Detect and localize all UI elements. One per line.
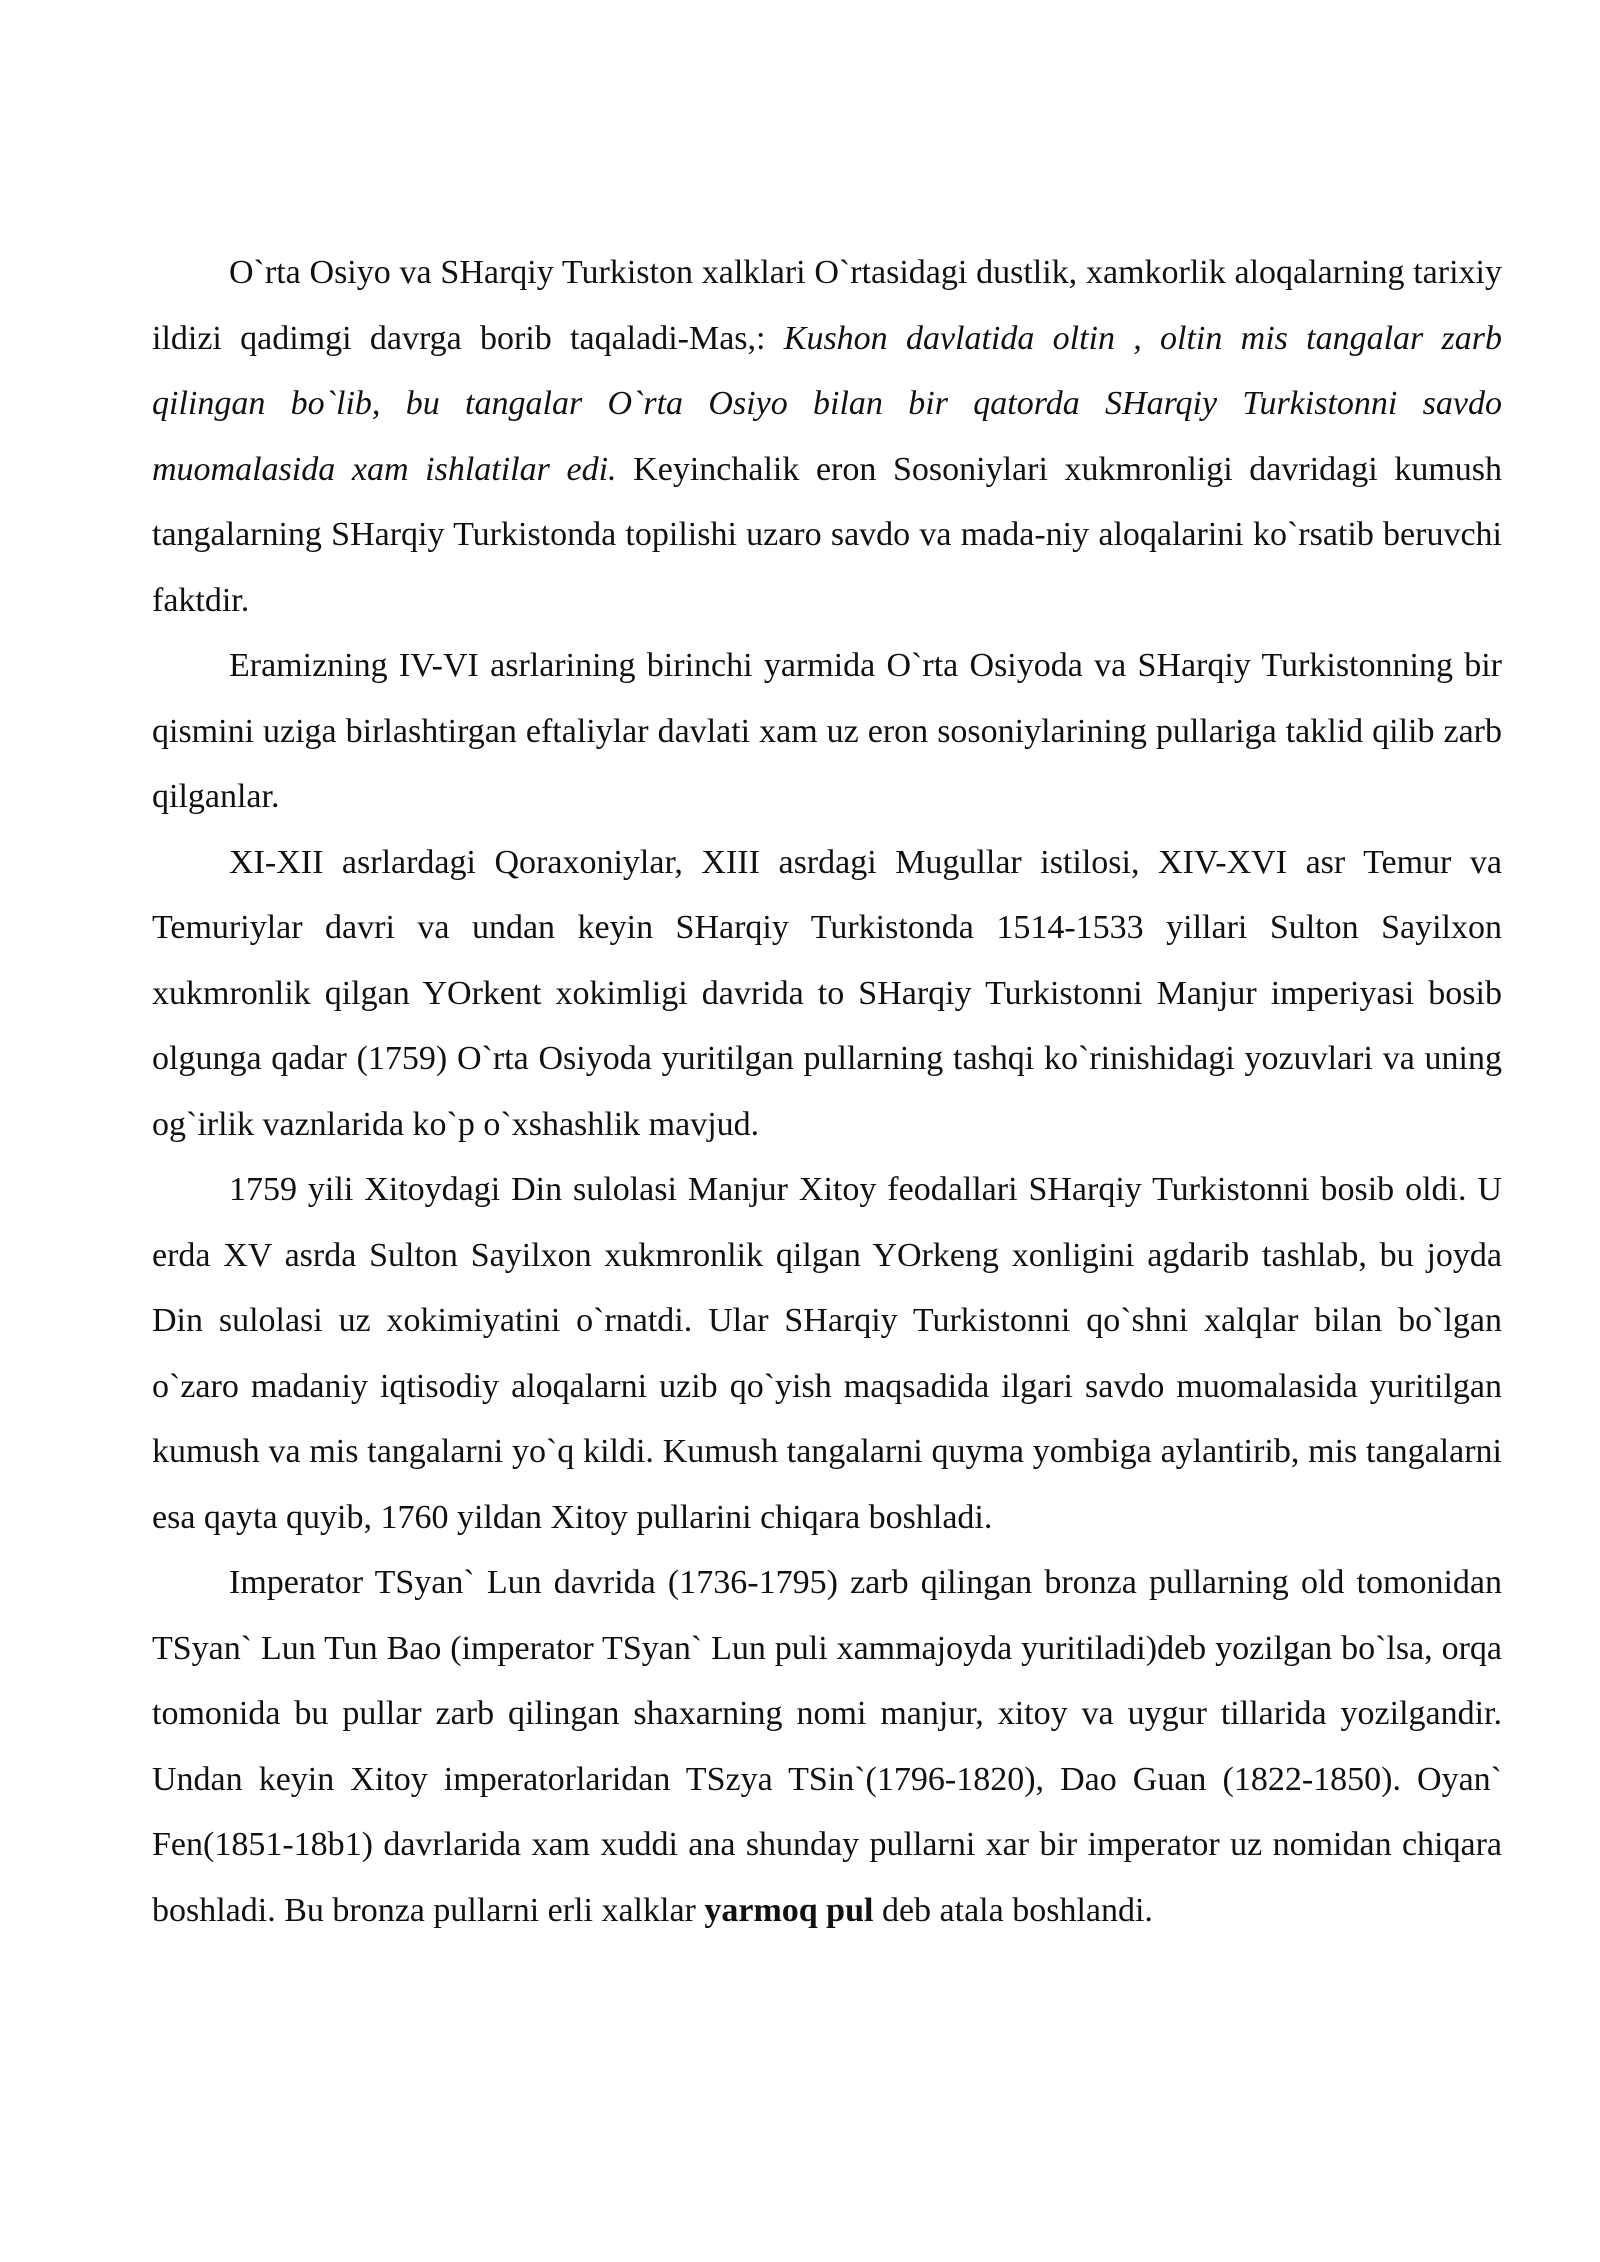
paragraph-5-text-b: deb atala boshlandi. [873,1891,1153,1929]
paragraph-bronze-coins [152,1550,1502,1943]
paragraph-eftaliy-state [152,633,1502,830]
paragraph-qoraxoniylar [152,830,1502,1158]
paragraph-2-text: Eramizning IV-VI asrlarining birinchi yarmida O`rta Osiyoda va SHarqiy Turkistonning bir qismini uziga birlashtirgan eftaliylar davlati xam uz eron sosoniylarining pullariga taklid qilib zarb qilganlar. [152,647,1502,815]
paragraph-1-text-a: O`rta Osiyo va SHarqiy Turkiston xalklari O`rtasidagi dustlik, xamkorlik aloqalarning tarixiy ildizi qadimgi davrga borib taqaladi-Mas,: [152,254,1502,357]
paragraph-kushon-coins [152,240,1502,633]
paragraph-din-dynasty [152,1157,1502,1550]
paragraph-1-italic-text: Kushon davlatida oltin , oltin mis tangalar zarb qilingan bo`lib, bu tangalar O`rta Osiyo bilan bir qatorda SHarqiy Turkistonni savdo muomalasida xam ishlatilar edi. [152,319,1502,488]
paragraph-1-text-b: Keyinchalik eron Sosoniylari xukmronligi davridagi kumush tangalarning SHarqiy Turkistonda topilishi uzaro savdo va mada-niy aloqalarini ko`rsatib beruvchi faktdir. [152,450,1503,619]
paragraph-5-bold-term: yarmoq pul [704,1891,874,1929]
paragraph-3-text: XI-XII asrlardagi Qoraxoniylar, XIII asrdagi Mugullar istilosi, XIV-XVI asr Temur va Temuriylar davri va undan keyin SHarqiy Turkistonda 1514-1533 yillari Sulton Sayilxon xukmronlik qilgan YOrkent xokimligi davrida to SHarqiy Turkistonni Manjur imperiyasi bosib olgunga qadar (1759) O`rta Osiyoda yuritilgan pullarning tashqi ko`rinishidagi yozuvlari va uning og`irlik vaznlarida ko`p o`xshashlik mavjud. [152,843,1502,1143]
document-page [152,240,1502,1943]
paragraph-4-text: 1759 yili Xitoydagi Din sulolasi Manjur Xitoy feodallari SHarqiy Turkistonni bosib oldi. U erda XV asrda Sulton Sayilxon xukmronlik qilgan YOrkeng xonligini agdarib tashlab, bu joyda Din sulolasi uz xokimiyatini o`rnatdi. Ular SHarqiy Turkistonni qo`shni xalqlar bilan bo`lgan o`zaro madaniy iqtisodiy aloqalarni uzib qo`yish maqsadida ilgari savdo muomalasida yuritilgan kumush va mis tangalarni yo`q kildi. Kumush tangalarni quyma yombiga aylantirib, mis tangalarni esa qayta quyib, 1760 yildan Xitoy pullarini chiqara boshladi. [152,1171,1502,1536]
paragraph-5-text-a: Imperator TSyan` Lun davrida (1736-1795) zarb qilingan bronza pullarning old tomonidan TSyan` Lun Tun Bao (imperator TSyan` Lun puli xammajoyda yuritiladi)deb yozilgan bo`lsa, orqa tomonida bu pullar zarb qilingan shaxarning nomi manjur, xitoy va uygur tillarida yozilgandir. Undan keyin Xitoy imperatorlaridan TSzya TSin`(1796-1820), Dao Guan (1822-1850). Oyan` Fen(1851-18b1) davrlarida xam xuddi ana shunday pullarni xar bir imperator uz nomidan chiqara boshladi. Bu bronza pullarni erli xalklar [152,1564,1502,1929]
